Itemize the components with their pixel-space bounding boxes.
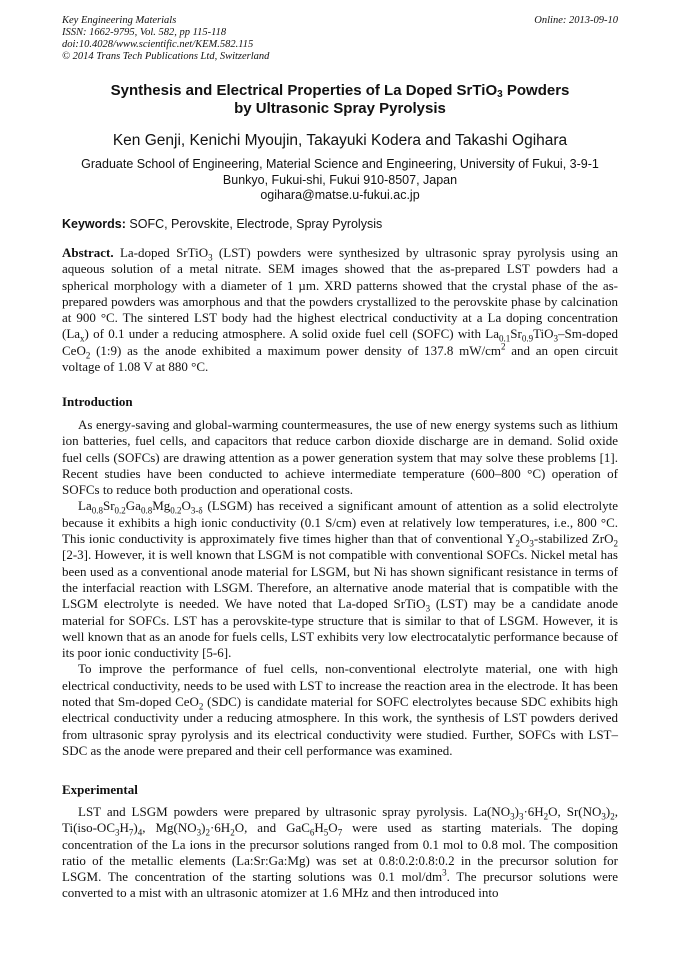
text-run: Sr (102, 498, 115, 514)
subscript: 0.8 (140, 506, 153, 517)
subscript: 5 (323, 827, 329, 838)
subscript: 2 (205, 827, 210, 838)
text-run: (LST) may be a candidate anode material for SOFCs. LST has a perovskite-type structure that is similar to that of LSGM. However, it is well known that as an anode for fuels cells, LST exhibits very low electrocatalytic performance because of its poor ionic conductivity [5-6]. (62, 596, 618, 661)
journal-name: Key Engineering Materials (62, 15, 177, 26)
keywords-label: Keywords: (62, 217, 126, 231)
text-run: O, and GaC (234, 820, 310, 836)
superscript: 3 (442, 867, 447, 878)
subscript: 2 (230, 827, 235, 838)
text-run: O, Sr(NO (548, 804, 602, 819)
abstract-text: ) of 0.1 under a reducing atmosphere. A solid oxide fuel cell (SOFC) with La (84, 326, 499, 342)
author-list: Ken Genji, Kenichi Myoujin, Takayuki Kodera and Takashi Ogihara (112, 132, 568, 149)
subscript: 3 (196, 827, 202, 838)
text-run: La (78, 498, 92, 514)
intro-paragraph-1: As energy-saving and global-warming countermeasures, the use of new energy systems such as lithium ion batteries, fuel cells, and capacitors that reduce carbon dioxide discharge are in demand. Solid oxide fuel cells (SOFCs) are drawing attention as a power generation system that may solve these problems [1]. Recent studies have been conducted to achieve intermediate temperature (600–800 °C) operation of SOFCs to reduce both production and operational costs. (62, 417, 618, 498)
text-run: , Mg(NO (142, 820, 197, 836)
subscript: 7 (128, 827, 134, 838)
copyright-line: © 2014 Trans Tech Publications Ltd, Switzerland (62, 51, 270, 62)
subscript: 0.2 (114, 506, 126, 517)
subscript: 0.8 (91, 506, 103, 517)
subscript: x (80, 334, 85, 345)
subscript: 2 (543, 811, 549, 822)
subscript: 2 (515, 538, 521, 549)
subscript: 3 (601, 811, 606, 822)
subscript: 2 (610, 811, 615, 822)
abstract (62, 245, 618, 375)
text-run: , Ti(iso-OC (62, 804, 618, 836)
subscript: 4 (137, 827, 143, 838)
text-run: were used as starting materials. The doping concentration of the La ions in the precursor solutions ranged from 0.1 mol to 0.8 mol. The composition ratio of the metallic elements (La:Sr:Ga:Mg) was set at 0.8:0.2:0.8:0.2 in the precursor solution for LSGM. The concentration of the starting solutions was 0.1 mol/dm (62, 820, 618, 885)
keywords-text: SOFC, Perovskite, Electrode, Spray Pyrolysis (125, 217, 383, 231)
journal-header (62, 15, 618, 63)
subscript: 3 (529, 538, 534, 549)
subscript: 2 (198, 701, 204, 712)
text-run: O (181, 498, 191, 514)
online-date: Online: 2013-09-10 (534, 15, 618, 26)
text-run: LST and LSGM powders were prepared by ultrasonic spray pyrolysis. La(NO (78, 804, 511, 819)
affiliation (62, 157, 618, 204)
subscript: 3 (510, 811, 515, 822)
text-run: H (314, 820, 324, 836)
experimental-section (62, 804, 618, 902)
abstract-text: (1:9) as the anode exhibited a maximum power density of 137.8 mW/cm (90, 342, 502, 358)
text-run: H (119, 820, 129, 836)
text-run: Mg (152, 498, 171, 514)
text-run: (LSGM) has received a significant amount of attention as a solid electrolyte because it exhibits a high ionic conductivity (0.1 S/cm) even at relatively low temperatures, i.e., 800 °C. This ionic conductivity is approximately five times higher than that of conventional Y (62, 498, 618, 547)
text-run: ) (514, 804, 519, 819)
text-run: -stabilized ZrO (533, 531, 614, 547)
text-run: [2-3]. However, it is well known that LSGM is not compatible with conventional SOFCs. Nickel metal has been used as a conventional anode material for LSGM, but Ni has shown significant resistance in terms of the interfacial reaction with LSGM. Therefore, an alternative anode material that is compatible with the LSGM electrolyte is needed. We have noted that La-doped SrTiO (62, 547, 618, 612)
title-line1: Synthesis and Electrical Properties of La Doped SrTiO (110, 82, 498, 99)
subscript: 3-δ (190, 506, 203, 517)
affiliation-line1: Graduate School of Engineering, Material Science and Engineering, University of Fukui, 3-9-1 (81, 157, 599, 171)
text-run: . The precursor solutions were converted to a mist with an ultrasonic atomizer at 1.6 MHz and then introduced into (62, 869, 618, 901)
subscript: 6 (309, 827, 315, 838)
text-run: O (328, 820, 338, 836)
abstract-label: Abstract. (62, 245, 114, 260)
subscript: 3 (114, 827, 120, 838)
intro-paragraph-3 (62, 661, 618, 759)
doi-line[interactable]: doi:10.4028/www.scientific.net/KEM.582.115 (62, 39, 254, 50)
introduction-section (62, 417, 618, 759)
keywords (62, 217, 618, 231)
subscript: 2 (613, 538, 618, 549)
subscript: 3 (553, 334, 559, 345)
email-link[interactable]: ogihara@matse.u-fukui.ac.jp (260, 188, 420, 202)
abstract-text: Sr (510, 326, 522, 342)
experimental-paragraph (62, 804, 618, 902)
abstract-text: La-doped SrTiO (113, 245, 209, 260)
issn-line: ISSN: 1662-9795, Vol. 582, pp 115-118 (62, 27, 227, 38)
abstract-text: (LST) powders were synthesized by ultrasonic spray pyrolysis using an aqueous solution of a metal nitrate. SEM images showed that the as-prepared LST powders had a spherical morphology with a diameter of 1 µm. XRD patterns showed that the crystal phase of the as-prepared powders was amorphous and that the powders crystallized to the perovskite phase by calcination at 900 °C. The sintered LST body had the highest electrical conductivity at a La doping concentration (La (62, 245, 618, 342)
title-line1-end: Powders (502, 82, 570, 99)
abstract-text: TiO (533, 326, 554, 342)
intro-paragraph-2 (62, 498, 618, 661)
text-run: ) (133, 820, 138, 836)
text-run: Ga (125, 498, 141, 514)
subscript: 0.2 (170, 506, 182, 517)
text-run: ·6H (523, 804, 544, 819)
subscript: 3 (425, 603, 431, 614)
title-sub: 3 (497, 89, 503, 100)
text-run: ) (201, 820, 206, 836)
affiliation-line2: Bunkyo, Fukui-shi, Fukui 910-8507, Japan (222, 172, 458, 187)
text-run: To improve the performance of fuel cells, non-conventional electrolyte material, one with high electrical conductivity, needs to be used with LST to increase the reaction area in the electrode. It has been noted that Sm-doped CeO (62, 661, 618, 710)
text-run: O (520, 531, 530, 547)
text-run: ) (605, 804, 611, 819)
subscript: 0.9 (521, 334, 534, 345)
text-run: (SDC) is candidate material for SOFC electrolytes because SDC exhibits high electrical conductivity under a reducing atmosphere. In this work, the synthesis of LST powders derived from ultrasonic spray pyrolysis and its electrical conductivity were studied. Further, SOFCs with LST–SDC as the anode were prepared and their cell performance was examined. (62, 694, 618, 758)
subscript: 0.1 (499, 334, 511, 345)
superscript: 2 (501, 341, 506, 352)
subscript: 2 (85, 350, 91, 361)
introduction-heading: Introduction (62, 394, 133, 409)
experimental-heading: Experimental (62, 782, 138, 797)
subscript: 3 (518, 811, 524, 822)
abstract-text: –Sm-doped CeO (62, 326, 618, 358)
abstract-text: and an open circuit voltage of 1.08 V at 880 °C. (62, 342, 618, 375)
paper-title (62, 82, 618, 118)
title-line2: by Ultrasonic Spray Pyrolysis (234, 100, 446, 117)
text-run: ·6H (209, 820, 231, 836)
subscript: 7 (337, 827, 343, 838)
subscript: 3 (208, 252, 213, 263)
